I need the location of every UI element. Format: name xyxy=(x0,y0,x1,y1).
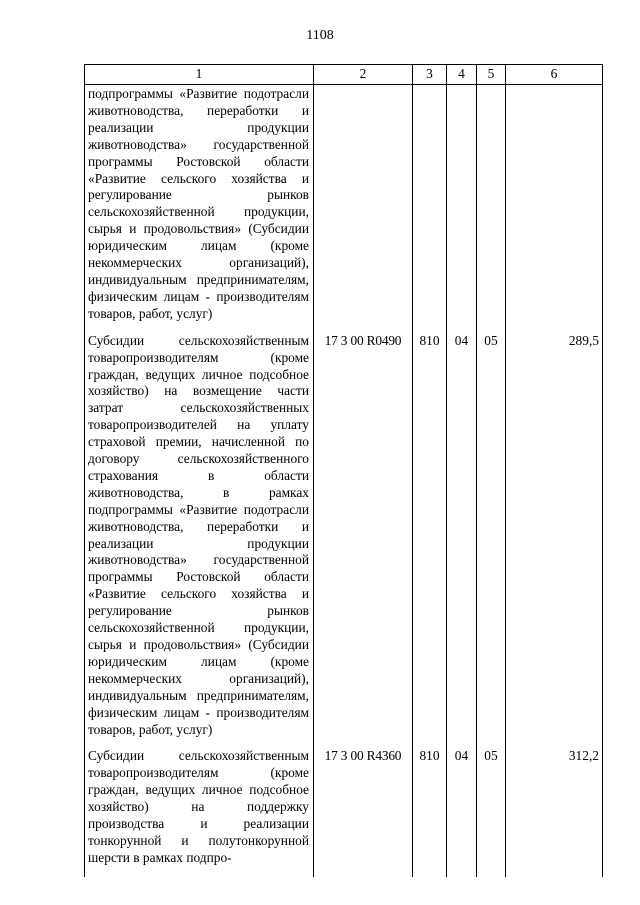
column-header-3: 3 xyxy=(413,65,447,85)
table-row xyxy=(85,85,603,333)
table-row xyxy=(85,748,603,876)
row-expense-type: 810 xyxy=(413,333,447,749)
row-section xyxy=(447,85,477,333)
row-subsection: 05 xyxy=(477,333,506,749)
row-target-code: 17 3 00 R4360 xyxy=(314,748,413,876)
row-target-code xyxy=(314,85,413,333)
table-header-row xyxy=(85,65,603,85)
row-target-code: 17 3 00 R0490 xyxy=(314,333,413,749)
row-expense-type: 810 xyxy=(413,748,447,876)
row-amount: 289,5 xyxy=(506,333,603,749)
row-description: Субсидии сельскохозяйственным товаропроизводителям (кроме граждан, ведущих личное подсобное хозяйство) на возмещение части затрат сельскохозяйственных товаропроизводителей на уплату страховой премии, начисленной по договору сельскохозяйственного страхования в области животноводства, в рамках подпрограммы «Развитие подотрасли животноводства, переработки и реализации продукции животноводства» государственной программы Ростовской области «Развитие сельского хозяйства и регулирование рынков сельскохозяйственной продукции, сырья и продовольствия» (Субсидии юридическим лицам (кроме некоммерческих организаций), индивидуальным предпринимателям, физическим лицам - производителям товаров, работ, услуг) xyxy=(85,333,314,749)
row-amount: 312,2 xyxy=(506,748,603,876)
column-header-5: 5 xyxy=(477,65,506,85)
table-row xyxy=(85,333,603,749)
budget-table xyxy=(84,64,603,877)
column-header-4: 4 xyxy=(447,65,477,85)
column-header-2: 2 xyxy=(314,65,413,85)
row-section: 04 xyxy=(447,748,477,876)
page-number: 1108 xyxy=(306,28,334,43)
row-subsection: 05 xyxy=(477,748,506,876)
row-subsection xyxy=(477,85,506,333)
row-description: подпрограммы «Развитие подотрасли животноводства, переработки и реализации продукции животноводства» государственной программы Ростовской области «Развитие сельского хозяйства и регулирование рынков сельскохозяйственной продукции, сырья и продовольствия» (Субсидии юридическим лицам (кроме некоммерческих организаций), индивидуальным предпринимателям, физическим лицам - производителям товаров, работ, услуг) xyxy=(85,85,314,333)
row-section: 04 xyxy=(447,333,477,749)
row-amount xyxy=(506,85,603,333)
column-header-6: 6 xyxy=(506,65,603,85)
row-description: Субсидии сельскохозяйственным товаропроизводителям (кроме граждан, ведущих личное подсобное хозяйство) на поддержку производства и реализации тонкорунной и полутонкорунной шерсти в рамках подпро- xyxy=(85,748,314,876)
column-header-1: 1 xyxy=(85,65,314,85)
row-expense-type xyxy=(413,85,447,333)
